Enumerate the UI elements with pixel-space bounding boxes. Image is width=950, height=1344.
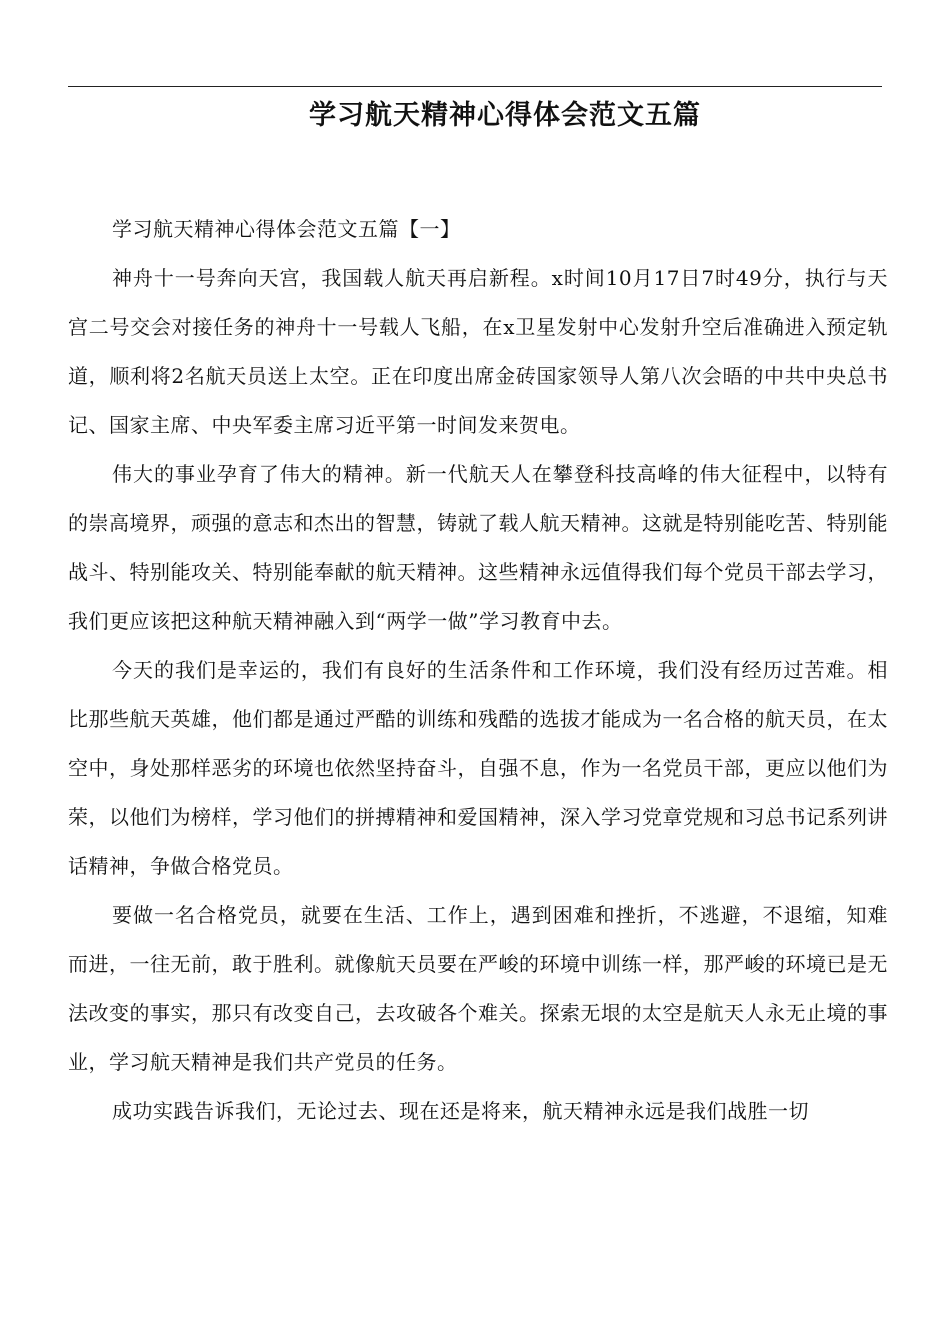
paragraph-3: 今天的我们是幸运的，我们有良好的生活条件和工作环境，我们没有经历过苦难。相比那些航天英雄，他们都是通过严酷的训练和残酷的选拔才能成为一名合格的航天员，在太空中，身处那样恶劣的环境也依然坚持奋斗，自强不息，作为一名党员干部，更应以他们为荣，以他们为榜样，学习他们的拼搏精神和爱国精神，深入学习党章党规和习总书记系列讲话精神，争做合格党员。 <box>68 658 888 878</box>
paragraph-4: 要做一名合格党员，就要在生活、工作上，遇到困难和挫折，不逃避，不退缩，知难而进，一往无前，敢于胜利。就像航天员要在严峻的环境中训练一样，那严峻的环境已是无法改变的事实，那只有改变自己，去攻破各个难关。探索无垠的太空是航天人永无止境的事业，学习航天精神是我们共产党员的任务。 <box>68 903 888 1074</box>
document-body <box>68 205 888 1136</box>
paragraph-1: 神舟十一号奔向天宫，我国载人航天再启新程。x时间10月17日7时49分，执行与天宫二号交会对接任务的神舟十一号载人飞船，在x卫星发射中心发射升空后准确进入预定轨道，顺利将2名航天员送上太空。正在印度出席金砖国家领导人第八次会晤的中共中央总书记、国家主席、中央军委主席习近平第一时间发来贺电。 <box>68 266 888 437</box>
header-rule <box>68 86 882 87</box>
paragraph-2: 伟大的事业孕育了伟大的精神。新一代航天人在攀登科技高峰的伟大征程中，以特有的崇高境界，顽强的意志和杰出的智慧，铸就了载人航天精神。这就是特别能吃苦、特别能战斗、特别能攻关、特别能奉献的航天精神。这些精神永远值得我们每个党员干部去学习，我们更应该把这种航天精神融入到“两学一做”学习教育中去。 <box>68 462 888 633</box>
section-heading: 学习航天精神心得体会范文五篇【一】 <box>112 217 461 241</box>
paragraph-5: 成功实践告诉我们，无论过去、现在还是将来，航天精神永远是我们战胜一切 <box>112 1099 809 1123</box>
document-title: 学习航天精神心得体会范文五篇 <box>309 100 701 131</box>
